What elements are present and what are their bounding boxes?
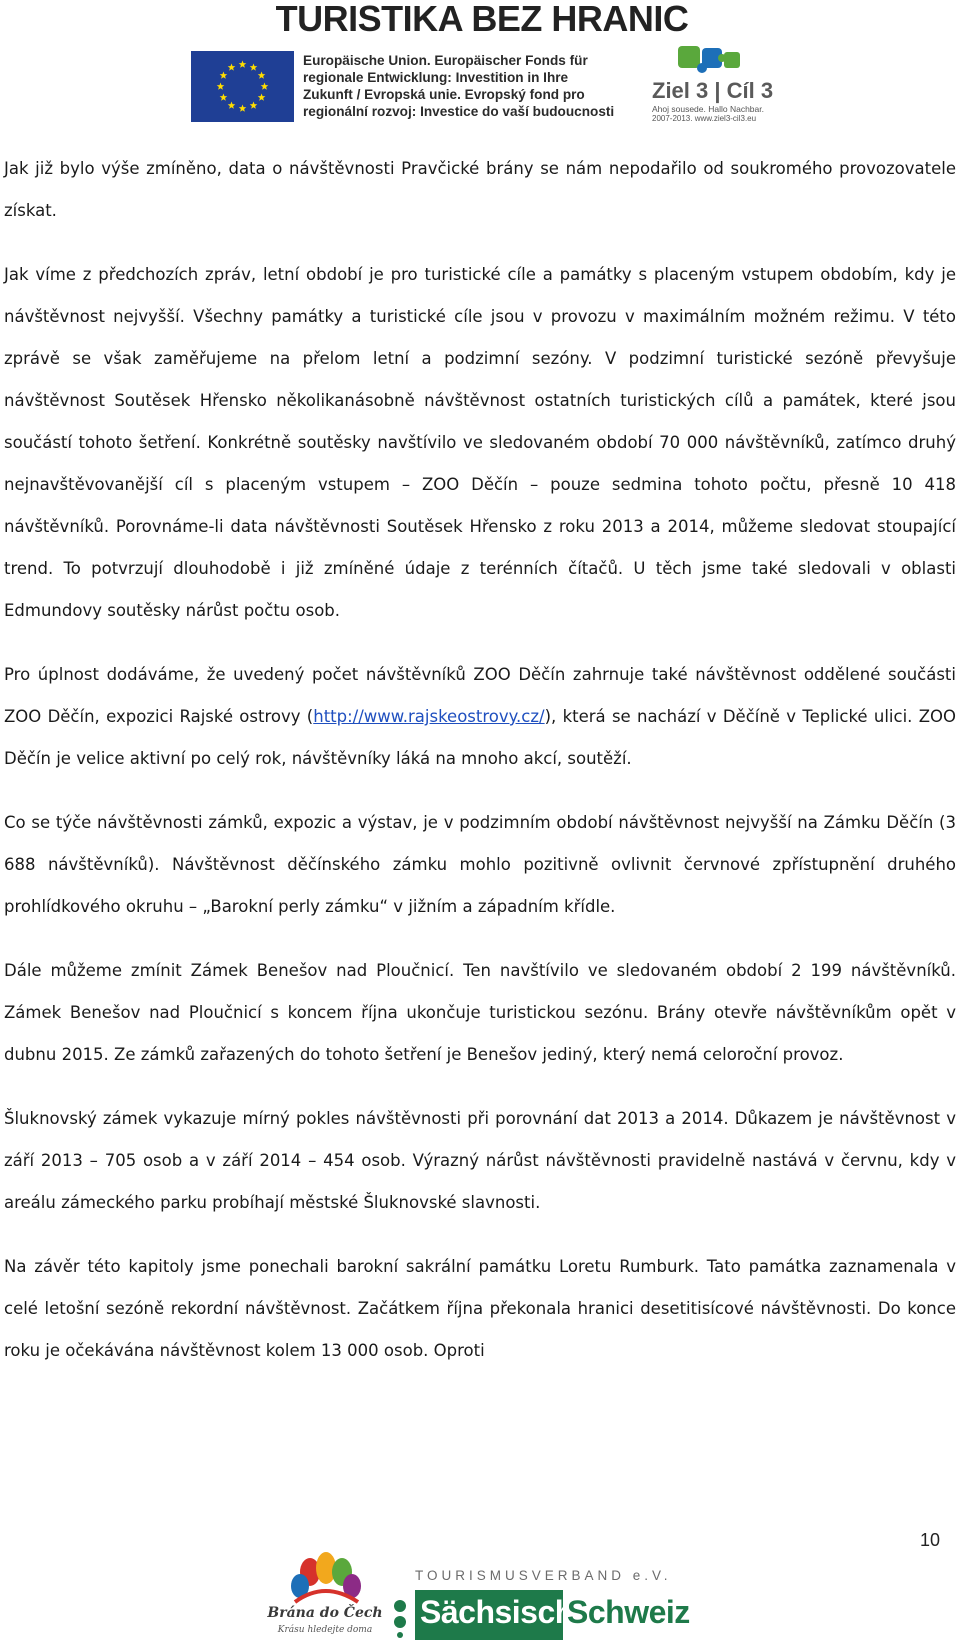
tourismusverband-label: TOURISMUSVERBAND e.V. xyxy=(415,1568,672,1583)
document-body xyxy=(4,148,956,1394)
paragraph-6: Šluknovský zámek vykazuje mírný pokles návštěvnosti při porovnání dat 2013 a 2014. Důkazem je návštěvnost v září 2013 – 705 osob a v září 2014 – 454 osob. Výrazný nárůst návštěvnosti pravidelně nastává v červnu, kdy v areálu zámeckého parku probíhají městské Šluknovské slavnosti. xyxy=(4,1109,956,1212)
eu-funding-text xyxy=(303,52,633,120)
eu-text-line: regionale Entwicklung: Investition in Ihre xyxy=(303,70,569,85)
ziel3-logo-subtitle: Ahoj sousede. Hallo Nachbar. xyxy=(652,104,764,114)
paragraph-4: Co se týče návštěvnosti zámků, expozic a výstav, je v podzimním období návštěvnost nejvyšší na Zámku Děčín (3 688 návštěvníků). Návštěvnost děčínského zámku mohlo pozitivně ovlivnit červnové zpřístupnění druhého prohlídkového okruhu – „Barokní perly zámku“ v jižním a západním křídle. xyxy=(4,813,956,916)
eu-text-line: Zukunft / Evropská unie. Evropský fond pro xyxy=(303,87,585,102)
eu-flag-icon xyxy=(191,51,294,122)
eu-text-line: Europäische Union. Europäischer Fonds für xyxy=(303,53,588,68)
saechsische-schweiz-dots-icon xyxy=(388,1598,412,1638)
paragraph-7: Na závěr této kapitoly jsme ponechali barokní sakrální památku Loretu Rumburk. Tato památka zaznamenala v celé letošní sezóně rekordní návštěvnost. Začátkem října překonala hranici desetitisícové návštěvnosti. Do konce roku je očekávána návštěvnost kolem 13 000 osob. Oproti xyxy=(4,1257,956,1360)
paragraph-3-text-end: ), která se nachází v Děčíně v Teplické ulici. ZOO Děčín je velice aktivní po celý rok, návštěvníky láká na mnoho akcí, soutěží. xyxy=(4,707,956,768)
ziel3-logo-url: 2007-2013. www.ziel3-cil3.eu xyxy=(652,114,757,123)
document-header-title: TURISTIKA BEZ HRANIC xyxy=(275,0,689,39)
brana-do-cech-title: Brána do Čech xyxy=(267,1605,383,1621)
paragraph-3-text: Pro úplnost dodáváme, že uvedený počet návštěvníků ZOO Děčín zahrnuje také návštěvnost oddělené součásti ZOO Děčín, expozici Rajské ostrovy ( xyxy=(4,665,956,726)
paragraph-2: Jak víme z předchozích zpráv, letní období je pro turistické cíle a památky s placeným vstupem obdobím, kdy je návštěvnost nejvyšší. Všechny památky a turistické cíle jsou v provozu v maximálním možném režimu. V této zprávě se však zaměřujeme na přelom letní a podzimní sezóny. V podzimní turistické sezóně převyšuje návštěvnost Soutěsek Hřensko několikanásobně návštěvnost ostatních turistických cílů a památek, které jsou součástí tohoto šetření. Konkrétně soutěsky navštívilo ve sledovaném období 70 000 návštěvníků, zatímco druhý nejnavštěvovanější cíl s placeným vstupem – ZOO Děčín – pouze sedmina tohoto počtu, přesně 10 418 návštěvníků. Porovnáme-li data návštěvnosti Soutěsek Hřensko z roku 2013 a 2014, můžeme sledovat stoupající trend. To potvrzují dlouhodobě i již zmíněné údaje z terénních čítačů. U těch jsme také sledovali v oblasti Edmundovy soutěsky nárůst počtu osob. xyxy=(4,265,956,620)
paragraph-3 xyxy=(4,654,956,780)
brana-do-cech-slogan: Krásu hledejte doma xyxy=(277,1625,373,1635)
paragraph-1: Jak již bylo výše zmíněno, data o návštěvnosti Pravčické brány se nám nepodařilo od soukromého provozovatele získat. xyxy=(4,159,956,220)
ziel3-logo-title: Ziel 3 | Cíl 3 xyxy=(652,78,774,103)
eu-text-line: regionální rozvoj: Investice do vaší budoucnosti xyxy=(303,104,615,119)
schweiz-logo-text: Schweiz xyxy=(567,1594,690,1630)
page-number: 10 xyxy=(919,1530,940,1550)
paragraph-5: Dále můžeme zmínit Zámek Benešov nad Ploučnicí. Ten navštívilo ve sledovaném období 2 199 návštěvníků. Zámek Benešov nad Ploučnicí s koncem října ukončuje turistickou sezónu. Brány otevře návštěvníkům opět v dubnu 2015. Ze zámků zařazených do tohoto šetření je Benešov jediný, který nemá celoroční provoz. xyxy=(4,961,956,1064)
saechsische-logo-text: Sächsische xyxy=(420,1594,592,1630)
rajske-ostrovy-link[interactable]: http://www.rajskeostrovy.cz/ xyxy=(313,707,545,726)
